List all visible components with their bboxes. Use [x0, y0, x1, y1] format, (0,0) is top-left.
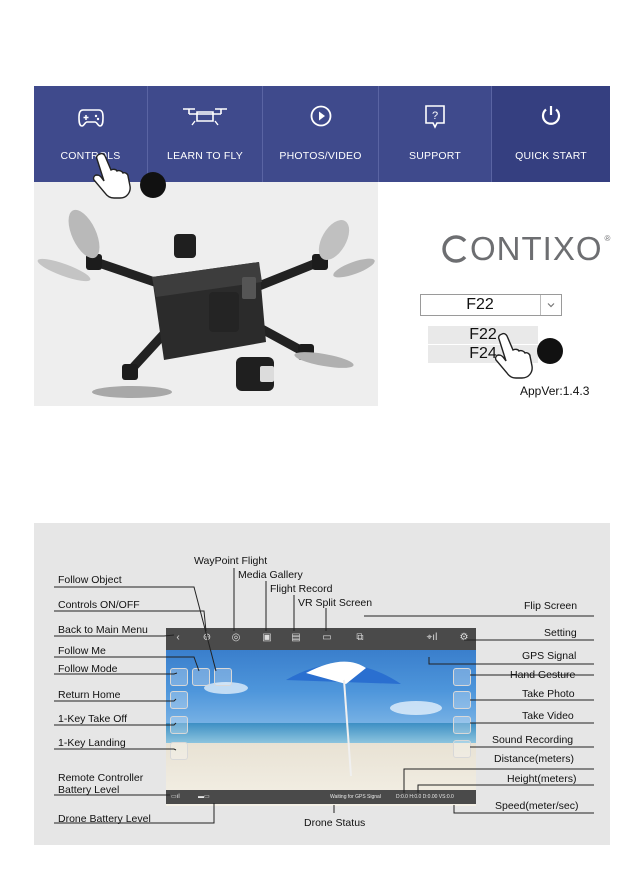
nav-support[interactable] — [379, 86, 491, 182]
flight-record-icon[interactable]: ▤ — [291, 632, 301, 643]
label-speed: Speed(meter/sec) — [495, 800, 579, 812]
label-drone-status: Drone Status — [304, 817, 366, 829]
gps-waiting-status: Waiting for GPS Signal — [330, 794, 381, 800]
drone-battery-icon: ▬▭ — [198, 794, 210, 800]
label-back-to-main-menu: Back to Main Menu — [58, 624, 148, 636]
contixo-logo — [440, 230, 612, 268]
nav-learn-to-fly-label: LEARN TO FLY — [167, 150, 243, 162]
power-icon — [539, 104, 563, 128]
nav-photos-video[interactable] — [263, 86, 378, 182]
label-flip-screen: Flip Screen — [524, 600, 578, 612]
nav-photos-video-label: PHOTOS/VIDEO — [279, 150, 362, 162]
label-hand-gesture: Hand Gesture — [510, 669, 576, 681]
step-marker — [537, 338, 563, 364]
label-follow-object: Follow Object — [58, 574, 122, 586]
telemetry-readout: D:0.0 H:0.0 D:0.00 VS:0.0 — [396, 794, 454, 800]
drone-product-image — [34, 182, 378, 406]
label-follow-mode: Follow Mode — [58, 663, 118, 675]
flip-screen-icon[interactable]: ⧉ — [356, 632, 364, 643]
label-controls-on-off: Controls ON/OFF — [58, 599, 140, 611]
svg-text:?: ? — [431, 110, 439, 122]
label-sound-recording: Sound Recording — [492, 734, 574, 746]
model-option-f24[interactable]: F24 — [428, 345, 538, 363]
nav-controls-label: CONTROLS — [60, 150, 121, 162]
logo-c-mark — [440, 234, 470, 264]
play-icon — [309, 104, 333, 128]
nav-quick-start-label: QUICK START — [515, 150, 587, 162]
media-gallery-icon[interactable]: ▣ — [262, 632, 272, 643]
waypoint-icon[interactable]: ◎ — [231, 632, 241, 643]
label-1-key-take-off: 1-Key Take Off — [58, 713, 128, 725]
app-version: AppVer:1.4.3 — [520, 384, 590, 398]
label-follow-me: Follow Me — [58, 645, 106, 657]
gps-signal-icon: ⌖ıl — [426, 632, 438, 643]
hand-pointer-icon — [88, 150, 136, 200]
gamepad-icon — [77, 104, 105, 128]
label-setting: Setting — [544, 627, 577, 639]
hand-pointer-icon — [490, 330, 538, 382]
label-distance: Distance(meters) — [494, 753, 574, 765]
model-select[interactable] — [420, 294, 562, 316]
question-icon — [423, 104, 447, 130]
label-flight-record: Flight Record — [270, 583, 333, 595]
annotation-leader-lines — [34, 523, 610, 845]
drone-illustration — [34, 182, 378, 406]
vr-split-icon[interactable]: ▭ — [322, 632, 332, 643]
drone-icon — [181, 104, 229, 126]
chevron-down-icon[interactable] — [540, 295, 561, 315]
label-height: Height(meters) — [507, 773, 577, 785]
label-waypoint-flight: WayPoint Flight — [194, 555, 268, 567]
controls-toggle-icon[interactable]: ⊕ — [202, 632, 212, 643]
label-remote-controller-battery: Remote Controller Battery Level — [58, 772, 144, 796]
brand-name: ONTIXO — [470, 230, 603, 267]
model-select-value: F22 — [466, 296, 494, 313]
nav-quick-start[interactable] — [492, 86, 610, 182]
label-drone-battery-level: Drone Battery Level — [58, 813, 151, 825]
control-screen-diagram — [34, 523, 610, 845]
back-chevron-icon[interactable]: ‹ — [176, 632, 180, 643]
label-take-video: Take Video — [522, 710, 574, 722]
registered-mark: ® — [604, 234, 612, 243]
label-gps-signal: GPS Signal — [522, 650, 577, 662]
nav-support-label: SUPPORT — [409, 150, 461, 162]
label-media-gallery: Media Gallery — [238, 569, 303, 581]
step-marker — [140, 172, 166, 198]
model-option-f22[interactable]: F22 — [428, 326, 538, 344]
battery-icon: ▭ıl — [171, 794, 180, 800]
nav-learn-to-fly[interactable] — [148, 86, 262, 182]
label-vr-split-screen: VR Split Screen — [298, 597, 373, 609]
gear-icon[interactable]: ⚙ — [459, 632, 469, 643]
label-return-home: Return Home — [58, 689, 121, 701]
label-1-key-landing: 1-Key Landing — [58, 737, 126, 749]
label-take-photo: Take Photo — [522, 688, 575, 700]
